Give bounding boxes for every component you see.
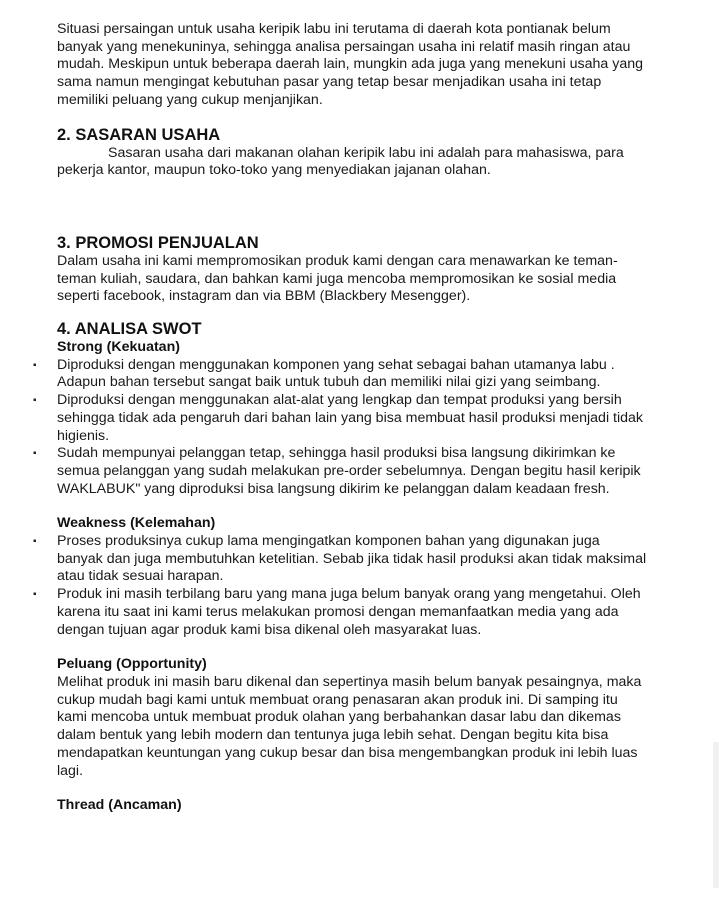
list-item [33, 392, 647, 445]
section-3-body: Dalam usaha ini kami mempromosikan produk kami dengan cara menawarkan ke teman-teman kuliah, saudara, dan bahkan kami juga mencoba mempromosikan ke sosial media seperti facebook, instagram dan via BBM (Blackbery Mesengger). [57, 252, 618, 305]
bullet-icon: ▪ [33, 395, 37, 407]
list-item-text: Diproduksi dengan menggunakan komponen yang sehat sebagai bahan utamanya labu . Adapun bahan tersebut sangat baik untuk tubuh dan memiliki nilai gizi yang seimbang. [57, 356, 615, 391]
list-item-text: Produk ini masih terbilang baru yang mana juga belum banyak orang yang mengetahui. Oleh karena itu saat ini kami terus melakukan promosi dengan memanfaatkan media yang ada dengan tujuan agar produk kami bisa dikenal oleh masyarakat luas. [57, 586, 641, 638]
threat-subheading: Thread (Ancaman) [57, 797, 182, 814]
section-2-heading: 2. SASARAN USAHA [57, 125, 221, 144]
list-item [33, 445, 647, 498]
bullet-icon: ▪ [33, 589, 37, 601]
list-item-text: Sudah mempunyai pelanggan tetap, sehingga hasil produksi bisa langsung dikirimkan ke semua pelanggan yang sudah melakukan pre-order sebelumnya. Dengan begitu hasil keripik WAKLABUK" yang diproduksi bisa langsung dikirim ke pelanggan dalam keadaan fresh. [57, 445, 641, 497]
strong-list [33, 356, 647, 499]
section-4-heading: 4. ANALISA SWOT [57, 320, 202, 339]
list-item-text: Diproduksi dengan menggunakan alat-alat yang lengkap dan tempat produksi yang bersih sehingga tidak ada pengaruh dari bahan lain yang bisa membuat hasil produksi menjadi tidak higienis. [57, 392, 644, 444]
opportunity-subheading: Peluang (Opportunity) [57, 656, 207, 673]
list-item [33, 586, 647, 639]
section-3-heading: 3. PROMOSI PENJUALAN [57, 233, 259, 252]
section-2-body: Sasaran usaha dari makanan olahan keripik labu ini adalah para mahasiswa, para pekerja kantor, maupun toko-toko yang menyediakan jajanan olahan. [57, 144, 624, 179]
list-item-text: Proses produksinya cukup lama mengingatkan komponen bahan yang digunakan juga banyak dan juga membutuhkan ketelitian. Sebab jika tidak hasil produksi akan tidak maksimal atau tidak sesuai harapan. [57, 533, 647, 585]
weakness-list [33, 533, 647, 639]
bullet-icon: ▪ [33, 359, 37, 371]
scrollbar-track[interactable] [713, 742, 719, 888]
bullet-icon: ▪ [33, 536, 37, 548]
strong-subheading: Strong (Kekuatan) [57, 339, 180, 356]
bullet-icon: ▪ [33, 448, 37, 460]
list-item [33, 533, 647, 586]
weakness-subheading: Weakness (Kelemahan) [57, 515, 216, 532]
document-content [33, 21, 647, 815]
opportunity-body: Melihat produk ini masih baru dikenal dan sepertinya masih belum banyak pesaingnya, maka cukup mudah bagi kami untuk membuat orang penasaran akan produk ini. Di samping itu kami mencoba untuk membuat produk olahan yang berbahankan dasar labu dan dikemas dalam bentuk yang lebih modern dan tentunya juga lebih sehat. Dengan begitu kita bisa mendapatkan keuntungan yang cukup besar dan bisa mengembangkan produk ini lebih luas lagi. [57, 673, 642, 779]
intro-paragraph: Situasi persaingan untuk usaha keripik labu ini terutama di daerah kota pontianak belum banyak yang menekuninya, sehingga analisa persaingan usaha ini relatif masih ringan atau mudah. Meskipun untuk beberapa daerah lain, mungkin ada juga yang menekuni usaha yang sama namun mengingat kebutuhan pasar yang tetap besar menjadikan usaha ini tetap memiliki peluang yang cukup menjanjikan. [57, 21, 644, 108]
list-item [33, 356, 647, 392]
